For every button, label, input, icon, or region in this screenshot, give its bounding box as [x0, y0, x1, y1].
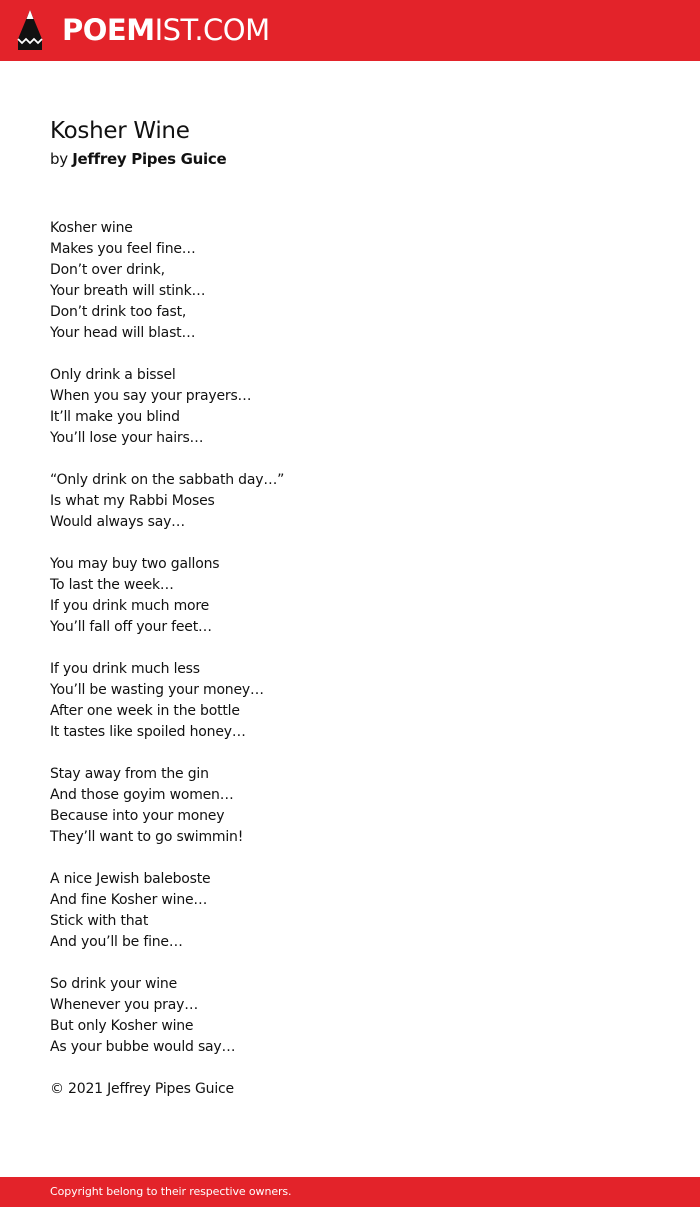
- poem-stanza: [50, 869, 650, 953]
- poem-line: As your bubbe would say…: [50, 1039, 236, 1055]
- poem-line: Would always say…: [50, 514, 185, 530]
- poem-article: [50, 116, 650, 1100]
- poem-line: Your head will blast…: [50, 325, 196, 341]
- poem-line: Don’t over drink,: [50, 262, 165, 278]
- poem-stanza: [50, 365, 650, 449]
- poem-stanza: [50, 470, 650, 533]
- poem-line: You may buy two gallons: [50, 556, 220, 572]
- poem-line: You’ll lose your hairs…: [50, 430, 204, 446]
- by-label: by: [50, 150, 68, 168]
- author-link[interactable]: Jeffrey Pipes Guice: [72, 150, 227, 168]
- poem-line: They’ll want to go swimmin!: [50, 829, 244, 845]
- poem-line: It tastes like spoiled honey…: [50, 724, 246, 740]
- poem-line: To last the week…: [50, 577, 174, 593]
- poem-line: Only drink a bissel: [50, 367, 176, 383]
- pencil-tip-icon[interactable]: [17, 9, 43, 51]
- poem-line: If you drink much less: [50, 661, 200, 677]
- poem-byline: [50, 148, 650, 170]
- poem-body: [50, 218, 650, 1058]
- poem-line: And you’ll be fine…: [50, 934, 183, 950]
- poem-copyright: © 2021 Jeffrey Pipes Guice: [50, 1081, 234, 1097]
- footer-copyright-text: Copyright belong to their respective owners.: [50, 1185, 292, 1198]
- poem-stanza: [50, 974, 650, 1058]
- poem-stanza: [50, 764, 650, 848]
- poem-line: It’ll make you blind: [50, 409, 180, 425]
- poem-line: After one week in the bottle: [50, 703, 240, 719]
- site-header: [0, 0, 700, 61]
- poem-title: Kosher Wine: [50, 118, 190, 144]
- poem-stanza: [50, 554, 650, 638]
- poem-line: Stick with that: [50, 913, 149, 929]
- poem-line: You’ll fall off your feet…: [50, 619, 212, 635]
- logo-bold-text: POEM: [62, 13, 155, 47]
- poem-line: But only Kosher wine: [50, 1018, 194, 1034]
- poem-line: “Only drink on the sabbath day…”: [50, 472, 285, 488]
- poem-line: And fine Kosher wine…: [50, 892, 208, 908]
- poem-line: Makes you feel fine…: [50, 241, 196, 257]
- poem-line: Stay away from the gin: [50, 766, 209, 782]
- poem-line: Kosher wine: [50, 220, 133, 236]
- poem-line: Whenever you pray…: [50, 997, 199, 1013]
- site-footer: [0, 1177, 700, 1207]
- poem-stanza: [50, 218, 650, 344]
- poem-line: You’ll be wasting your money…: [50, 682, 264, 698]
- poem-line: Because into your money: [50, 808, 225, 824]
- poem-line: If you drink much more: [50, 598, 210, 614]
- poem-stanza: [50, 659, 650, 743]
- logo-light-text: IST.COM: [154, 13, 270, 47]
- poem-line: And those goyim women…: [50, 787, 234, 803]
- poem-line: Your breath will stink…: [50, 283, 206, 299]
- poem-line: When you say your prayers…: [50, 388, 252, 404]
- poem-line: A nice Jewish baleboste: [50, 871, 211, 887]
- site-logo-link[interactable]: [62, 11, 270, 49]
- poem-line: Don’t drink too fast,: [50, 304, 187, 320]
- poem-line: So drink your wine: [50, 976, 178, 992]
- poem-line: Is what my Rabbi Moses: [50, 493, 215, 509]
